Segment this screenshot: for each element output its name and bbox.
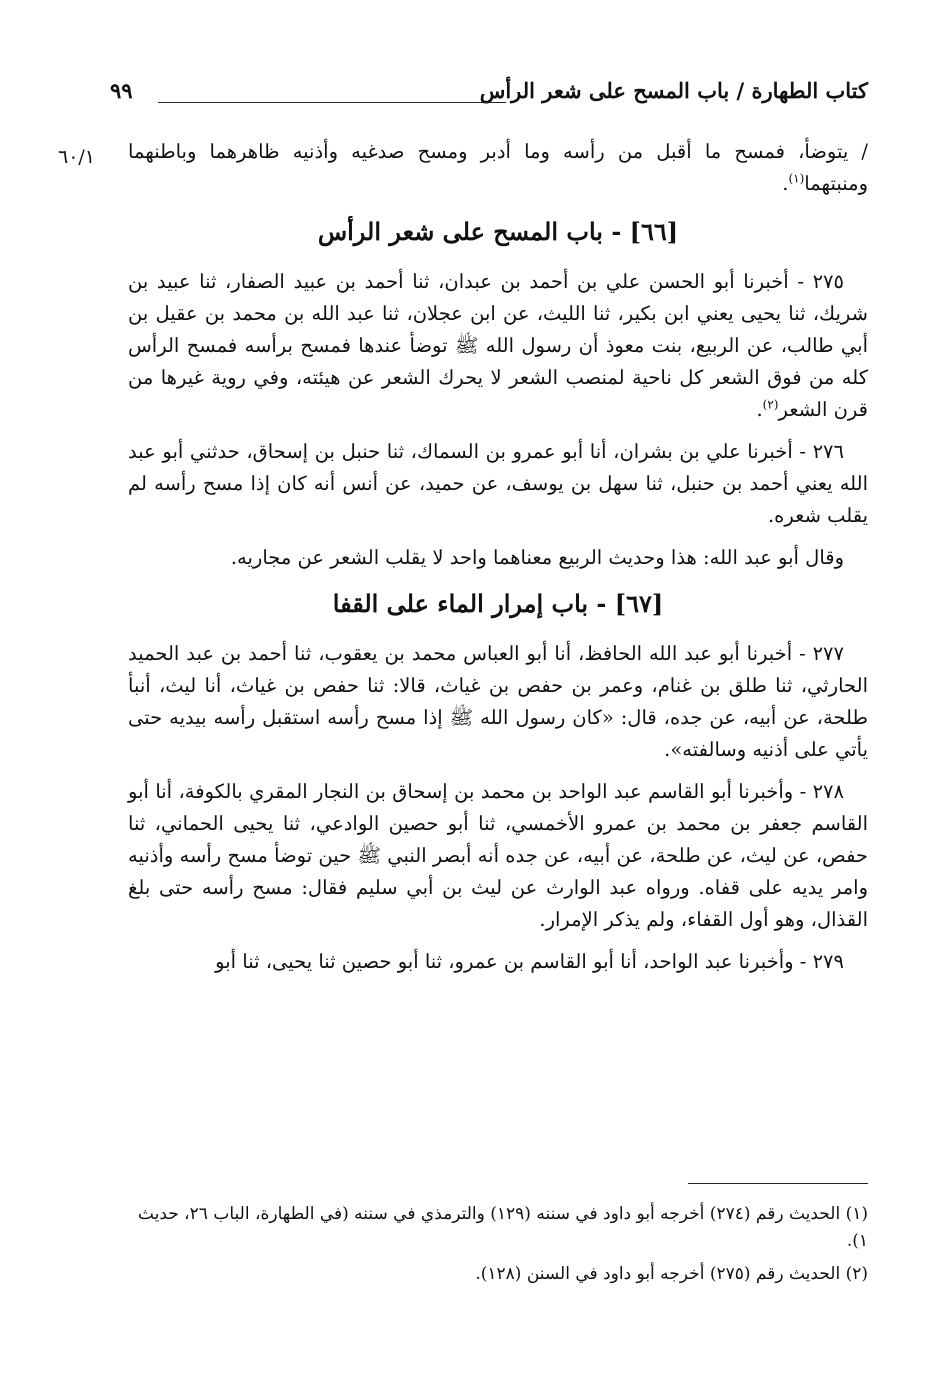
manuscript-folio-ref: ٦٠/١: [58, 146, 96, 168]
footnote-ref-2: (٢): [762, 397, 779, 412]
footnote-2: (٢) الحديث رقم (٢٧٥) أخرجه أبو داود في السنن (١٢٨).: [475, 1264, 868, 1284]
header-rule: [158, 102, 506, 103]
hadith-276: ٢٧٦ - أخبرنا علي بن بشران، أنا أبو عمرو بن السماك، ثنا حنبل بن إسحاق، حدثني أبو عبد الله يعني أحمد بن حنبل، ثنا سهل بن يوسف، عن حميد، عن أنس أنه كان إذا مسح رأسه لم يقلب شعره.: [128, 440, 868, 527]
running-title: كتاب الطهارة / باب المسح على شعر الرأس: [479, 78, 868, 103]
footnote-rule: [688, 1183, 868, 1184]
continuation-paragraph: [128, 136, 868, 200]
footnote-ref-1: (١): [788, 171, 805, 186]
page-header: [110, 78, 868, 114]
hadith-276-comment: وقال أبو عبد الله: هذا وحديث الربيع معناهما واحد لا يقلب الشعر عن مجاريه.: [230, 546, 844, 569]
chapter-heading-66: [٦٦] - باب المسح على شعر الرأس: [317, 217, 679, 246]
chapter-heading-67: [٦٧] - باب إمرار الماء على القفا: [332, 589, 664, 618]
page-body: [128, 136, 868, 988]
hadith-278: ٢٧٨ - وأخبرنا أبو القاسم عبد الواحد بن محمد بن إسحاق بن النجار المقري بالكوفة، أنا أبو القاسم جعفر بن محمد بن عمرو الأخمسي، ثنا أبو حصين الوادعي، ثنا يحيى الحماني، ثنا حفص، عن ليث، عن طلحة، عن أبيه، عن جده أنه أبصر النبي ﷺ حين توضأ مسح رأسه وأذنيه وامر يديه على قفاه. ورواه عبد الوارث عن ليث بن أبي سليم فقال: مسح رأسه حتى بلغ القذال، وهو أول القفاء، ولم يذكر الإمرار.: [128, 780, 868, 931]
footnote-1: (١) الحديث رقم (٢٧٤) أخرجه أبو داود في سننه (١٢٩) والترمذي في سننه (في الطهارة، الباب ٢٦، حديث ١).: [137, 1204, 868, 1251]
hadith-277: ٢٧٧ - أخبرنا أبو عبد الله الحافظ، أنا أبو العباس محمد بن يعقوب، ثنا أحمد بن عبد الحميد الحارثي، ثنا طلق بن غنام، وعمر بن حفص بن غياث، قالا: ثنا حفص بن غياث، أنا ليث، أنبأ طلحة، عن أبيه، عن جده، قال: «كان رسول الله ﷺ إذا مسح رأسه استقبل رأسه بيديه حتى يأتي على أذنيه وسالفته».: [128, 642, 868, 761]
hadith-279: ٢٧٩ - وأخبرنا عبد الواحد، أنا أبو القاسم بن عمرو، ثنا أبو حصين ثنا يحيى، ثنا أبو: [215, 950, 844, 973]
page-number: ٩٩: [110, 78, 133, 103]
continuation-text: / يتوضأ، فمسح ما أقبل من رأسه وما أدبر ومسح صدغيه وأذنيه ظاهرهما وباطنهما ومنبتهما: [128, 140, 868, 195]
hadith-275-end: .: [756, 398, 763, 421]
hadith-275-text: ٢٧٥ - أخبرنا أبو الحسن علي بن أحمد بن عبدان، ثنا أحمد بن عبيد الصفار، ثنا عبيد بن شريك، ثنا يحيى يعني ابن بكير، ثنا الليث، عن ابن عجلان، ثنا عبد الله بن محمد بن عقيل بن أبي طالب، عن الربيع، بنت معوذ أن رسول الله ﷺ توضأ عندها فمسح برأسه فمسح الرأس كله من فوق الشعر كل ناحية لمنصب الشعر لا يحرك الشعر عن هيئته، وفي روية غيرها من قرن الشعر: [128, 270, 868, 421]
hadith-275: [128, 266, 868, 426]
continuation-end: .: [782, 172, 789, 195]
footnotes: [128, 1183, 868, 1288]
